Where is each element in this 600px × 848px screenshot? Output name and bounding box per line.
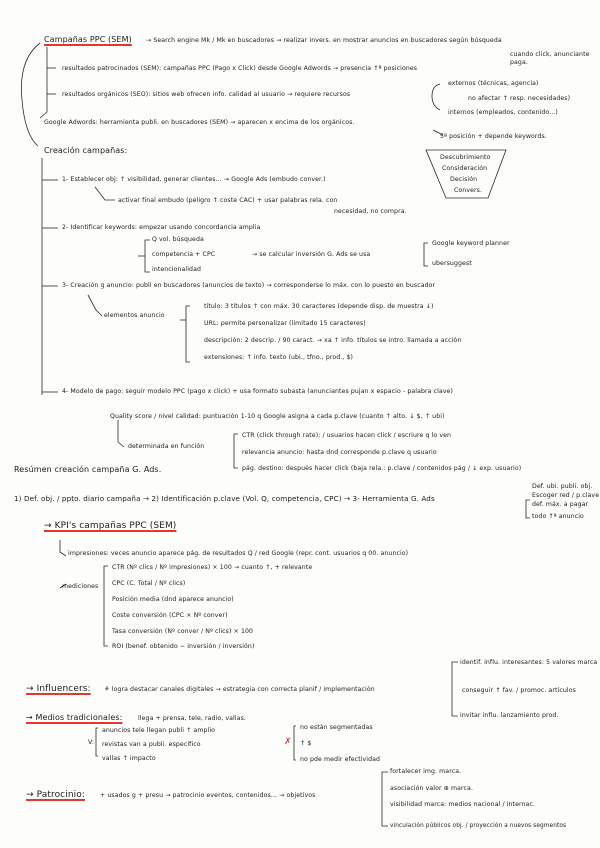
quinta-posicion: 5ª posición + depende keywords. <box>440 133 547 140</box>
resultados-organicos: resultados orgánicos (SEO): sitios web ofrecen info. calidad al usuario → requiere recursos <box>62 91 351 98</box>
resumen-title: Resúmen creación campaña G. Ads. <box>14 465 162 474</box>
medios-con-3: no pde medir efectividad <box>300 756 381 763</box>
kpi-mediciones: mediciones <box>62 583 99 590</box>
medios-pro-2: revistas van a publi. específico <box>102 741 201 748</box>
funnel-1: Descubrimiento <box>440 154 491 161</box>
patrocinio-text: + usados g + presu → patrocinio eventos, contenidos... → objetivos <box>100 792 316 799</box>
step-2-vol: Q vol. búsqueda <box>152 236 204 243</box>
medios-con-2: ↑ $ <box>300 740 312 747</box>
funnel-4: Convers. <box>454 187 483 194</box>
step-1b: activar final embudo (peligro ↑ coste CAC) + usar palabras rela. con <box>118 197 338 204</box>
funnel-2: Consideración <box>442 165 488 172</box>
step-2-int: intencionalidad <box>152 266 201 273</box>
resumen-right-4: todo ↑ª anuncio <box>532 513 584 520</box>
creacion-title: Creación campañas: <box>44 146 128 155</box>
step-3-elem: elementos anuncio <box>104 312 165 319</box>
patrocinio-item-3: visibilidad marca: medios nacional / internac. <box>390 801 536 808</box>
ppc-title: Campañas PPC (SEM) <box>44 35 132 44</box>
influencers-label: → Influencers: <box>26 684 91 694</box>
click-note: cuando click, anunciante paga. <box>510 51 590 66</box>
medios-cons-mark: ✗ <box>284 737 292 747</box>
step-1c: necesidad, no compra. <box>334 208 407 215</box>
ppc-definition: → Search engine Mk / Mk en buscadores → realizar invers. en mostrar anuncios en buscadores según búsqueda <box>146 37 502 44</box>
step-3-ext: extensiones: ↑ info. texto (ubi., tfno., prod., $) <box>204 354 354 361</box>
kpi-cpc: CPC (C. Total / Nº clics) <box>112 580 186 587</box>
medios-text: llega + prensa, tele, radio, vallas. <box>138 715 246 722</box>
determinada: determinada en función <box>128 443 205 450</box>
medios-pro-1: anuncios tele llegan publi ↑ amplio <box>102 727 216 734</box>
kpi-coste-conversion: Coste conversión (CPC × Nº conver) <box>112 612 228 619</box>
patrocinio-label: → Patrocinio: <box>26 790 85 800</box>
patrocinio-item-2: asociación valor ⊕ marca. <box>390 785 474 792</box>
funnel-3: Decisión <box>450 176 478 183</box>
externos-note: externos (técnicas, agencia) <box>448 80 539 87</box>
quality-score: Quality score / nivel calidad: puntuación 1-10 q Google asigna a cada p.clave (cuanto ↑ alto, ↓ $, ↑ ubi) <box>110 413 445 420</box>
influencers-item-1: identif. influ. interesantes: 5 valores marca <box>460 659 598 666</box>
step-2: 2- Identificar keywords: empezar usando concordancia amplia <box>62 224 261 231</box>
pagina-destino-factor: pág. destino: después hacer click (baja rela.: p.clave / contenidos pág / ↓ exp. usuario) <box>242 465 522 472</box>
internos-note: internos (empleados, contenido...) <box>448 109 558 116</box>
kpi-posicion: Posición media (dnd aparece anuncio) <box>112 596 234 603</box>
patrocinio-item-1: fortalecer img. marca. <box>390 768 462 775</box>
kpi-impresiones: impresiones: veces anuncio aparece pág. de resultados Q / red Google (repr. cont. usuarios q 00. anuncio) <box>68 550 409 557</box>
influencers-item-3: invitar influ. lanzamiento prod. <box>460 712 559 719</box>
medios-pros-mark: V: <box>88 739 95 746</box>
medios-label: → Medios tradicionales: <box>26 713 123 722</box>
resultados-pagados: resultados patrocinados (SEM): campañas PPC (Pago x Click) desde Google Adwords → presencia ↑ª posiciones <box>62 65 418 72</box>
kpi-tasa-conversion: Tasa conversión (Nº conver / Nº clics) × 100 <box>112 628 254 635</box>
tool-ubersuggest: ubersuggest <box>432 260 472 267</box>
step-2-comp: competencia + CPC <box>152 251 216 258</box>
kpis-title: → KPI's campañas PPC (SEM) <box>44 521 177 531</box>
influencers-item-2: conseguir ↑ fav. / promoc. artículos <box>462 687 576 694</box>
medios-pro-3: vallas ↑ impacto <box>102 755 156 762</box>
step-3: 3- Creación g anuncio: publi en buscadores (anuncios de texto) → corresponderse lo máx. con lo puesto en buscador <box>62 282 436 289</box>
step-3-desc: descripción: 2 descrip. / 90 caract. → xa ↑ info. títulos se intro. llamada a acción <box>204 337 462 344</box>
ctr-factor: CTR (click through rate): / usuarios hacen click / escriure q lo ven <box>242 432 452 439</box>
tool-keyword-planner: Google keyword planner <box>432 240 510 247</box>
patrocinio-item-4: vinculación públicos obj. / proyección a nuevos segmentos <box>390 823 567 829</box>
step-2-calc: → se calcular inversión G. Ads se usa <box>252 251 371 258</box>
relevancia-factor: relevancia anuncio: hasta dnd corresponde p.clave ɋ usuario <box>242 449 437 456</box>
resumen-right-2: Escoger red / p.clave <box>532 492 600 499</box>
adwords-def: Google Adwords: herramienta publi. en buscadores (SEM) → aparecen x encima de los orgánicos. <box>44 119 355 126</box>
step-3-url: URL: permite personalizar (limitado 15 caracteres) <box>204 320 366 327</box>
step-1: 1- Establecer obj: ↑ visibilidad, generar clientes... → Google Ads (embudo conver.) <box>62 176 326 183</box>
step-3-titulo: título: 3 títulos ↑ con máx. 30 caracteres (depende disp. de muestra ↓) <box>204 303 434 310</box>
resumen-right-3: def. máx. a pagar <box>532 501 589 508</box>
medios-con-1: no están segmentadas <box>300 724 373 731</box>
kpi-roi: ROI (benef. obtenido − inversión / inversión) <box>112 643 255 650</box>
step-4: 4- Modelo de pago: seguir modelo PPC (pago x click) + usa formato subasta (anunciantes pujan x espacio - palabra clave) <box>62 388 453 395</box>
resumen-right-1: Def. ubi. publi. obj. <box>532 483 593 490</box>
afectar-note: no afectar ↑ resp. necesidades) <box>468 95 571 102</box>
kpi-ctr: CTR (Nº clics / Nº impresiones) × 100 → cuanto ↑, + relevante <box>112 564 313 571</box>
resumen-line: 1) Def. obj. / ppto. diario campaña → 2) Identificación p.clave (Vol. Q, competencia, CPC) → 3- Herramienta G. Ads <box>14 494 435 503</box>
influencers-text: ⚘ logra destacar canales digitales → estrategia con correcta planif / implementación <box>104 686 375 693</box>
